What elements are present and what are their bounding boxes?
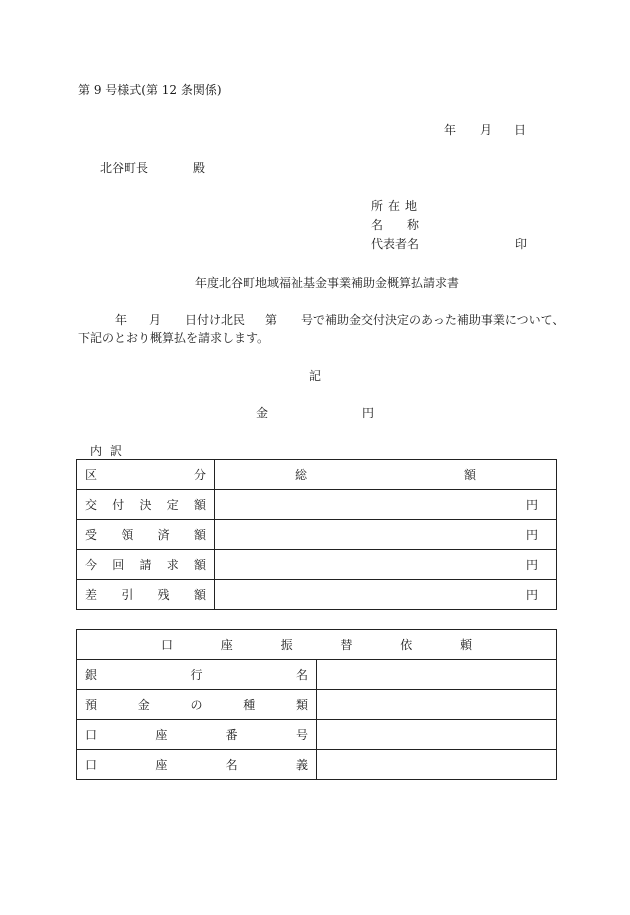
body-line1-rest: 号で補助金交付決定のあった補助事業について、 <box>301 313 565 327</box>
yen-unit: 円 <box>525 528 538 542</box>
row-label: 口 座 名 義 <box>77 750 317 780</box>
table-row <box>77 630 557 660</box>
breakdown-table <box>76 459 557 610</box>
amount-label: 金 <box>256 406 269 420</box>
row-label: 受 領 済 額 <box>77 520 215 550</box>
representative-label: 代表者名 <box>371 237 420 251</box>
bank-name-cell[interactable] <box>317 660 557 690</box>
row-label: 今 回 請 求 額 <box>77 550 215 580</box>
seal-mark: 印 <box>515 237 528 251</box>
addressee-honorific: 殿 <box>193 161 206 175</box>
header-category: 区 分 <box>77 460 215 490</box>
yen-unit: 円 <box>525 588 538 602</box>
form-number: 第 9 号様式(第 12 条関係) <box>78 83 222 97</box>
amount-cell[interactable] <box>215 580 557 610</box>
date-year: 年 <box>444 123 457 137</box>
table-row <box>77 550 557 580</box>
date-month: 月 <box>480 123 493 137</box>
table-row <box>77 520 557 550</box>
body-line2: 下記のとおり概算払を請求します。 <box>78 331 270 345</box>
body-year: 年 <box>115 313 128 327</box>
row-label: 差 引 残 額 <box>77 580 215 610</box>
amount-cell[interactable] <box>215 550 557 580</box>
deposit-type-cell[interactable] <box>317 690 557 720</box>
bank-transfer-table <box>76 629 557 780</box>
yen-unit: 円 <box>525 498 538 512</box>
table-row <box>77 750 557 780</box>
amount-unit: 円 <box>362 406 375 420</box>
table-row <box>77 580 557 610</box>
name-label: 名 称 <box>371 218 419 232</box>
address-label: 所 在 地 <box>371 199 417 213</box>
amount-cell[interactable] <box>215 490 557 520</box>
account-holder-cell[interactable] <box>317 750 557 780</box>
row-label: 銀 行 名 <box>77 660 317 690</box>
ki-mark: 記 <box>309 369 322 383</box>
table-row <box>77 720 557 750</box>
table-row <box>77 660 557 690</box>
row-label: 預 金 の 種 類 <box>77 690 317 720</box>
account-number-cell[interactable] <box>317 720 557 750</box>
amount-cell[interactable] <box>215 520 557 550</box>
table-row <box>77 490 557 520</box>
body-month: 月 <box>149 313 162 327</box>
table-row <box>77 690 557 720</box>
yen-unit: 円 <box>525 558 538 572</box>
table-row <box>77 460 557 490</box>
breakdown-label: 内 訳 <box>90 444 122 458</box>
addressee-name: 北谷町長 <box>100 161 149 175</box>
row-label: 交 付 決 定 額 <box>77 490 215 520</box>
body-no-prefix: 第 <box>265 313 278 327</box>
header-total: 総 額 <box>215 460 557 490</box>
body-dated: 日付け北民 <box>185 313 246 327</box>
document-title: 年度北谷町地域福祉基金事業補助金概算払請求書 <box>195 276 460 290</box>
row-label: 口 座 番 号 <box>77 720 317 750</box>
date-day: 日 <box>514 123 527 137</box>
bank-table-header: 口 座 振 替 依 頼 <box>77 630 557 660</box>
